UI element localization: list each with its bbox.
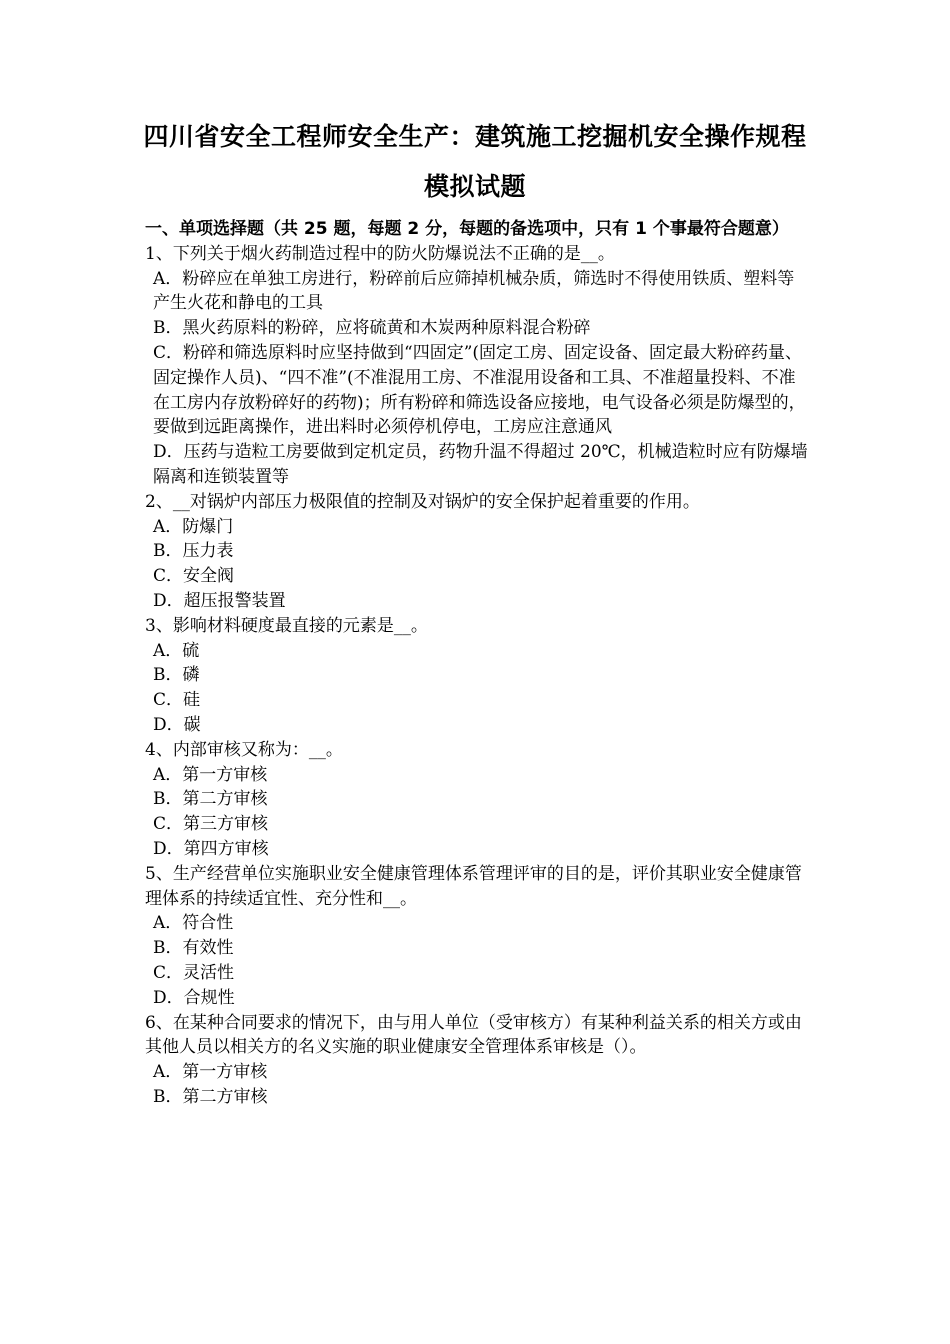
question-stem: 1、下列关于烟火药制造过程中的防火防爆说法不正确的是__。 (145, 243, 615, 264)
option-list (145, 911, 810, 1010)
option-a: A．符合性 (153, 913, 234, 934)
option-b: B．有效性 (153, 938, 234, 959)
question-3 (145, 614, 810, 738)
option-list (145, 267, 810, 490)
option-c: C．灵活性 (153, 962, 235, 983)
question-2 (145, 490, 810, 614)
question-stem: 6、在某种合同要求的情况下，由与用人单位（受审核方）有某种利益关系的相关方或由其他人员以相关方的名义实施的职业健康安全管理体系审核是（）。 (145, 1012, 802, 1058)
document-body (145, 217, 810, 1110)
option-list (145, 763, 810, 862)
option-list (145, 639, 810, 738)
option-a: A．防爆门 (153, 516, 234, 537)
option-a: A．硫 (153, 640, 200, 661)
option-b: B．黑火药原料的粉碎，应将硫黄和木炭两种原料混合粉碎 (153, 318, 591, 339)
option-d: D．第四方审核 (153, 838, 269, 859)
question-6 (145, 1011, 810, 1110)
option-a: A．第一方审核 (153, 1062, 268, 1083)
option-d: D．超压报警装置 (153, 590, 286, 611)
option-c: C．安全阀 (153, 566, 235, 587)
option-c: C．粉碎和筛选原料时应坚持做到“四固定”(固定工房、固定设备、固定最大粉碎药量、固定操作人员)、“四不准”(不准混用工房、不准混用设备和工具、不准超量投料、不准在工房内存放粉碎好的药物)；所有粉碎和筛选设备应接地，电气设备必须是防爆型的，要做到远距离操作，进出料时必须停机停电，工房应注意通风 (153, 342, 806, 438)
option-d: D．压药与造粒工房要做到定机定员，药物升温不得超过 20℃，机械造粒时应有防爆墙隔离和连锁装置等 (153, 442, 808, 487)
question-stem: 5、生产经营单位实施职业安全健康管理体系管理评审的目的是，评价其职业安全健康管理体系的持续适宜性、充分性和__。 (145, 863, 802, 909)
option-b: B．磷 (153, 665, 200, 686)
question-4 (145, 738, 810, 862)
option-a: A．第一方审核 (153, 764, 268, 785)
question-stem: 4、内部审核又称为：__。 (145, 739, 343, 760)
option-d: D．合规性 (153, 987, 235, 1008)
option-c: C．第三方审核 (153, 814, 269, 835)
option-d: D．碳 (153, 714, 201, 735)
option-b: B．第二方审核 (153, 1086, 268, 1107)
option-a: A．粉碎应在单独工房进行，粉碎前后应筛掉机械杂质，筛选时不得使用铁质、塑料等产生火花和静电的工具 (153, 268, 795, 314)
option-b: B．第二方审核 (153, 789, 268, 810)
title-line-1: 四川省安全工程师安全生产：建筑施工挖掘机安全操作规程 (143, 122, 807, 151)
section-heading: 一、单项选择题（共 25 题，每题 2 分，每题的备选项中，只有 1 个事最符合题意） (145, 219, 789, 239)
question-1 (145, 242, 810, 490)
document-title (0, 112, 950, 212)
option-list (145, 1060, 810, 1110)
question-5 (145, 862, 810, 1011)
title-line-2: 模拟试题 (423, 172, 526, 201)
option-b: B．压力表 (153, 541, 234, 562)
option-c: C．硅 (153, 690, 201, 711)
question-stem: 2、__对锅炉内部压力极限值的控制及对锅炉的安全保护起着重要的作用。 (145, 491, 700, 512)
option-list (145, 515, 810, 614)
question-stem: 3、影响材料硬度最直接的元素是__。 (145, 615, 428, 636)
